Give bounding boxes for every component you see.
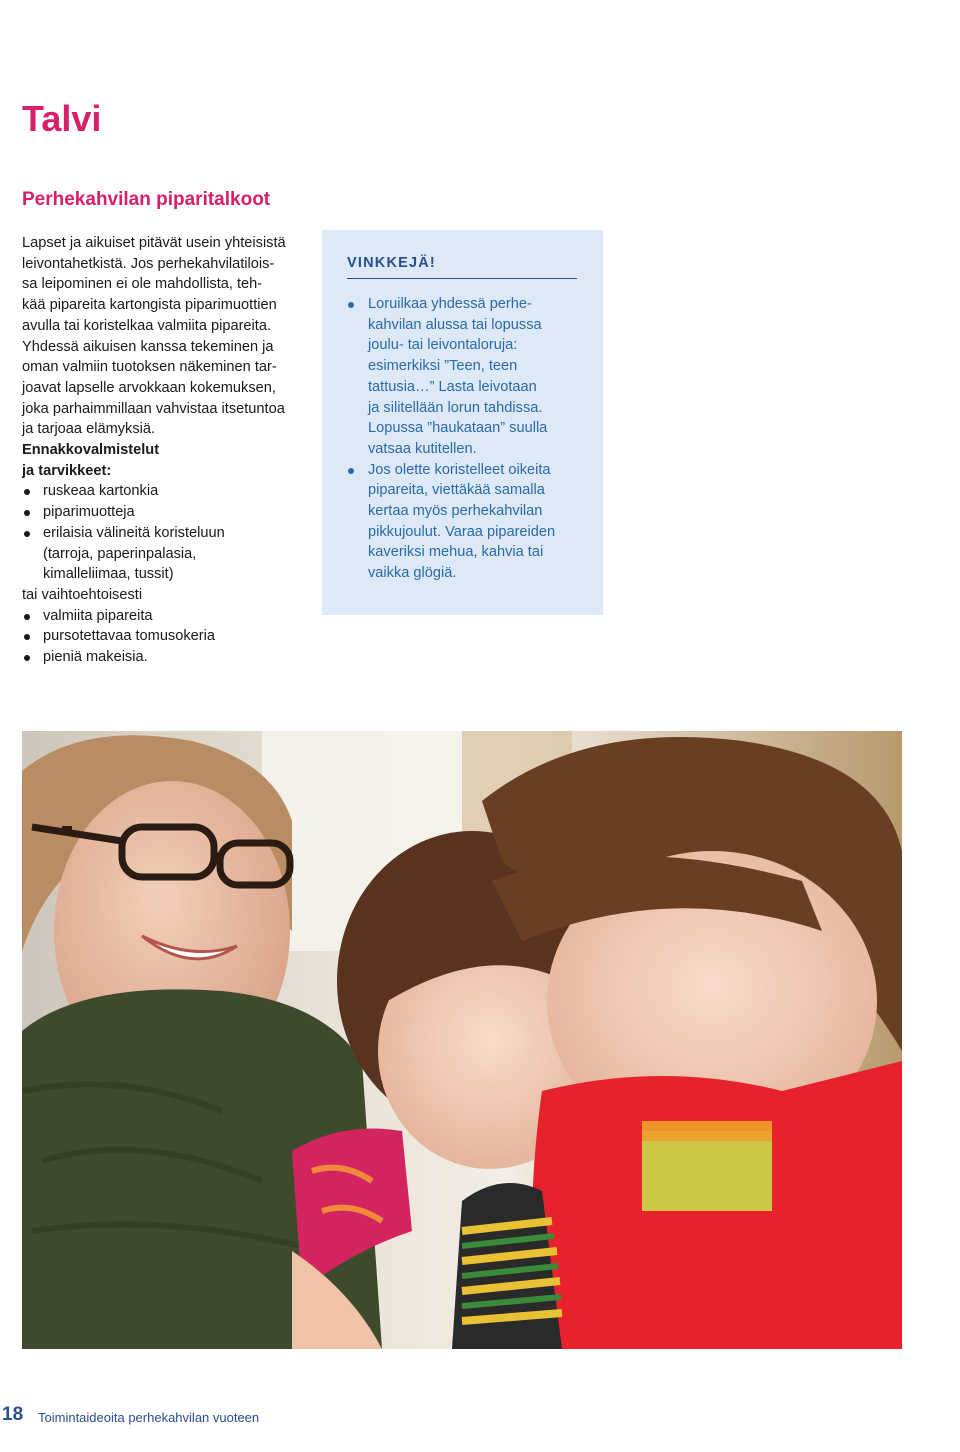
supply-item bbox=[22, 523, 312, 585]
intro-line: Lapset ja aikuiset pitävät usein yhteisistä bbox=[22, 235, 286, 251]
alt-supply-item: pursotettavaa tomusokeria bbox=[22, 626, 312, 647]
intro-line: joavat lapselle arvokkaan kokemuksen, bbox=[22, 379, 276, 396]
alt-supply-item: valmiita pipareita bbox=[22, 606, 312, 627]
page-number: 18 bbox=[2, 1404, 24, 1425]
tip-line: vatsaa kutitellen. bbox=[368, 440, 477, 457]
tip-line: tattusia…” Lasta leivotaan bbox=[368, 378, 537, 395]
intro-line: sa leipominen ei ole mahdollista, teh- bbox=[22, 276, 263, 293]
alt-supply-item: pieniä makeisia. bbox=[22, 647, 312, 668]
tip-line: ja silitellään lorun tahdissa. bbox=[368, 399, 543, 416]
left-column bbox=[22, 233, 312, 668]
supply-item: ruskeaa kartonkia bbox=[22, 481, 312, 502]
tips-heading: VINKKEJÄ! bbox=[347, 255, 436, 271]
intro-line: Yhdessä aikuisen kanssa tekeminen ja bbox=[22, 338, 274, 355]
preparations-heading-line: ja tarvikkeet: bbox=[22, 462, 112, 479]
tips-box bbox=[322, 230, 603, 615]
tips-divider bbox=[347, 278, 577, 279]
tip-line: vaikka glögiä. bbox=[368, 565, 457, 582]
tip-item bbox=[347, 294, 587, 460]
tip-line: Jos olette koristelleet oikeita bbox=[368, 461, 551, 478]
intro-line: leivontahetkistä. Jos perhekahvilatilois- bbox=[22, 255, 275, 272]
tip-line: esimerkiksi ”Teen, teen bbox=[368, 358, 518, 375]
preparations-heading-line: Ennakkovalmistelut bbox=[22, 442, 160, 459]
tip-line: kahvilan alussa tai lopussa bbox=[368, 316, 542, 333]
tips-list bbox=[347, 294, 587, 584]
alternative-supplies-list bbox=[22, 606, 312, 668]
supply-item-detail: kimalleliimaa, tussit) bbox=[43, 566, 174, 583]
tip-line: Loruilkaa yhdessä perhe- bbox=[368, 296, 532, 312]
intro-paragraph bbox=[22, 233, 312, 440]
alternative-label: tai vaihtoehtoisesti bbox=[22, 586, 143, 603]
preparations-heading bbox=[22, 440, 312, 481]
supply-item: piparimuotteja bbox=[22, 502, 312, 523]
tip-line: joulu- tai leivontaloruja: bbox=[368, 337, 518, 354]
intro-line: oman valmiin tuotoksen näkeminen tar- bbox=[22, 359, 277, 376]
section-title: Perhekahvilan piparitalkoot bbox=[22, 189, 271, 210]
intro-line: avulla tai koristelkaa valmiita pipareita. bbox=[22, 317, 272, 334]
intro-line: kää pipareita kartongista piparimuottien bbox=[22, 297, 277, 314]
supply-item-label: erilaisia välineitä koristeluun bbox=[43, 524, 225, 541]
tip-line: kaveriksi mehua, kahvia tai bbox=[368, 544, 544, 561]
page-title: Talvi bbox=[22, 98, 102, 139]
tip-line: pikkujoulut. Varaa pipareiden bbox=[368, 523, 556, 540]
tip-line: Lopussa ”haukataan” suulla bbox=[368, 420, 548, 437]
tip-line: kertaa myös perhekahvilan bbox=[368, 503, 543, 520]
intro-line: ja tarjoaa elämyksiä. bbox=[22, 421, 156, 438]
photo bbox=[22, 731, 902, 1349]
publication-title: Toimintaideoita perhekahvilan vuoteen bbox=[38, 1410, 260, 1425]
intro-line: joka parhaimmillaan vahvistaa itsetuntoa bbox=[22, 400, 285, 417]
tip-line: pipareita, viettäkää samalla bbox=[368, 482, 545, 499]
supplies-list bbox=[22, 481, 312, 585]
tip-item bbox=[347, 460, 587, 584]
supply-item-detail: (tarroja, paperinpalasia, bbox=[43, 545, 197, 562]
